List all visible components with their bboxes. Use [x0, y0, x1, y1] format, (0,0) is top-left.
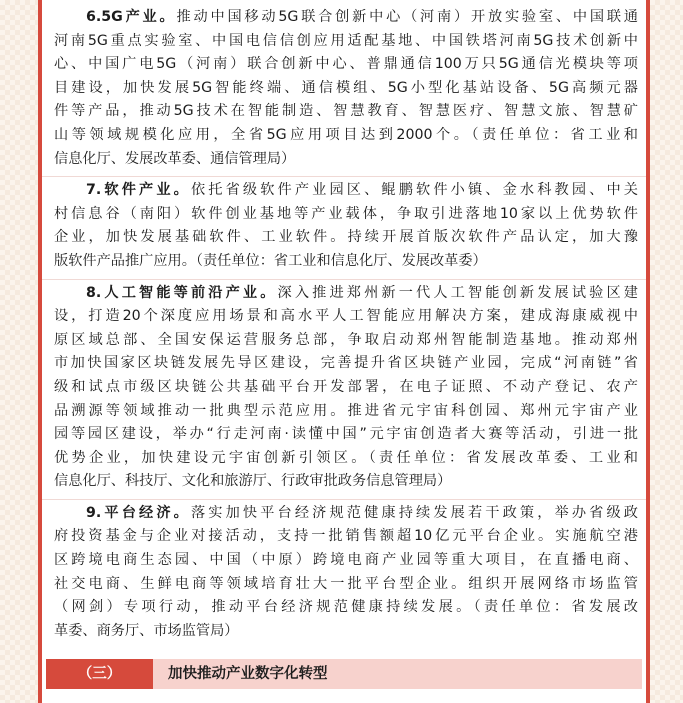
text-line: 依托省级软件产业园区、鲲鹏软件小镇、金水科教园、中关	[190, 182, 638, 199]
text-line: 原区域总部、全国安保运营服务总部，争取启动郑州智能制造基地。推动郑州	[54, 331, 638, 348]
text-line: 信息化厅、发展改革委、通信管理局）	[54, 150, 296, 167]
text-line: 村信息谷（南阳）软件创业基地等产业载体，争取引进落地10家以上优势软件	[54, 205, 638, 222]
text-line: 深入推进郑州新一代人工智能创新发展试验区建	[277, 284, 638, 301]
text-line: 园等园区建设，举办“行走河南·读懂中国”元宇宙创造者大赛等活动，引进一批	[54, 426, 638, 443]
paragraph-divider	[42, 176, 646, 177]
text-line: 市加快国家区块链发展先导区建设，完善提升省区块链产业园，完成“河南链”省	[54, 355, 638, 372]
text-line: 河南5G重点实验室、中国电信信创应用适配基地、中国铁塔河南5G技术创新中	[54, 32, 638, 49]
section-header	[46, 659, 642, 689]
text-line: 设，打造20个深度应用场景和高水平人工智能应用解决方案，建成海康威视中	[54, 308, 638, 325]
text-line: 件等产品，推动5G技术在智能制造、智慧教育、智慧医疗、智慧文旅、智慧矿	[54, 103, 638, 120]
text-line: 优势企业，加快建设元宇宙创新引领区。（责任单位：省发展改革委、工业和	[54, 449, 638, 466]
text-line: 革委、商务厅、市场监管局）	[54, 622, 239, 639]
section-title: 加快推动产业数字化转型	[168, 666, 328, 682]
text-line: 社交电商、生鲜电商等领域培育壮大一批平台型企业。组织开展网络市场监管	[54, 575, 638, 592]
paragraph-heading: 7.软件产业。	[86, 182, 191, 199]
paragraph-heading: 9.平台经济。	[86, 504, 191, 521]
text-line: 推动中国移动5G联合创新中心（河南）开放实验室、中国联通	[176, 9, 638, 25]
text-line: 区跨境电商生态园、中国（中原）跨境电商产业园等重大项目，在直播电商、	[54, 552, 638, 569]
text-line: 企业，加快发展基础软件、工业软件。持续开展首版次软件产品认定，加大豫	[54, 229, 638, 246]
text-line: （网剑）专项行动，推动平台经济规范健康持续发展。（责任单位：省发展改	[54, 599, 638, 616]
text-line: 落实加快平台经济规范健康持续发展若干政策，举办省级政	[190, 504, 638, 521]
text-line: 信息化厅、科技厅、文化和旅游厅、行政审批政务信息管理局）	[54, 473, 452, 490]
text-line: 版软件产品推广应用。（责任单位：省工业和信息化厅、发展改革委）	[54, 252, 487, 269]
text-line: 心、中国广电5G（河南）联合创新中心、普鼎通信100万只5G通信光模块等项	[54, 56, 638, 73]
paragraph-heading: 8.人工智能等前沿产业。	[86, 284, 278, 301]
paragraph-ai	[54, 282, 638, 494]
paragraph-divider	[42, 499, 646, 500]
text-line: 级和试点市级区块链公共基础平台开发部署，在电子证照、不动产登记、农产	[54, 378, 638, 395]
paragraph-heading: 6.5G产业。	[86, 9, 177, 25]
text-line: 品溯源等领域推动一批典型示范应用。推进省元宇宙科创园、郑州元宇宙产业	[54, 402, 638, 419]
article-body	[54, 6, 638, 651]
paragraph-platform-economy	[54, 502, 638, 644]
section-number: （三）	[46, 659, 153, 689]
paragraph-divider	[42, 279, 646, 280]
paragraph-software	[54, 179, 638, 273]
text-line: 山等领域规模化应用，全省5G应用项目达到2000个。（责任单位：省工业和	[54, 126, 638, 143]
paragraph-5g	[54, 6, 638, 171]
text-line: 府投资基金与企业对接活动，支持一批销售额超10亿元平台企业。实施航空港	[54, 528, 638, 545]
article-card	[38, 0, 650, 703]
text-line: 目建设，加快发展5G智能终端、通信模组、5G小型化基站设备、5G高频元器	[54, 79, 638, 96]
